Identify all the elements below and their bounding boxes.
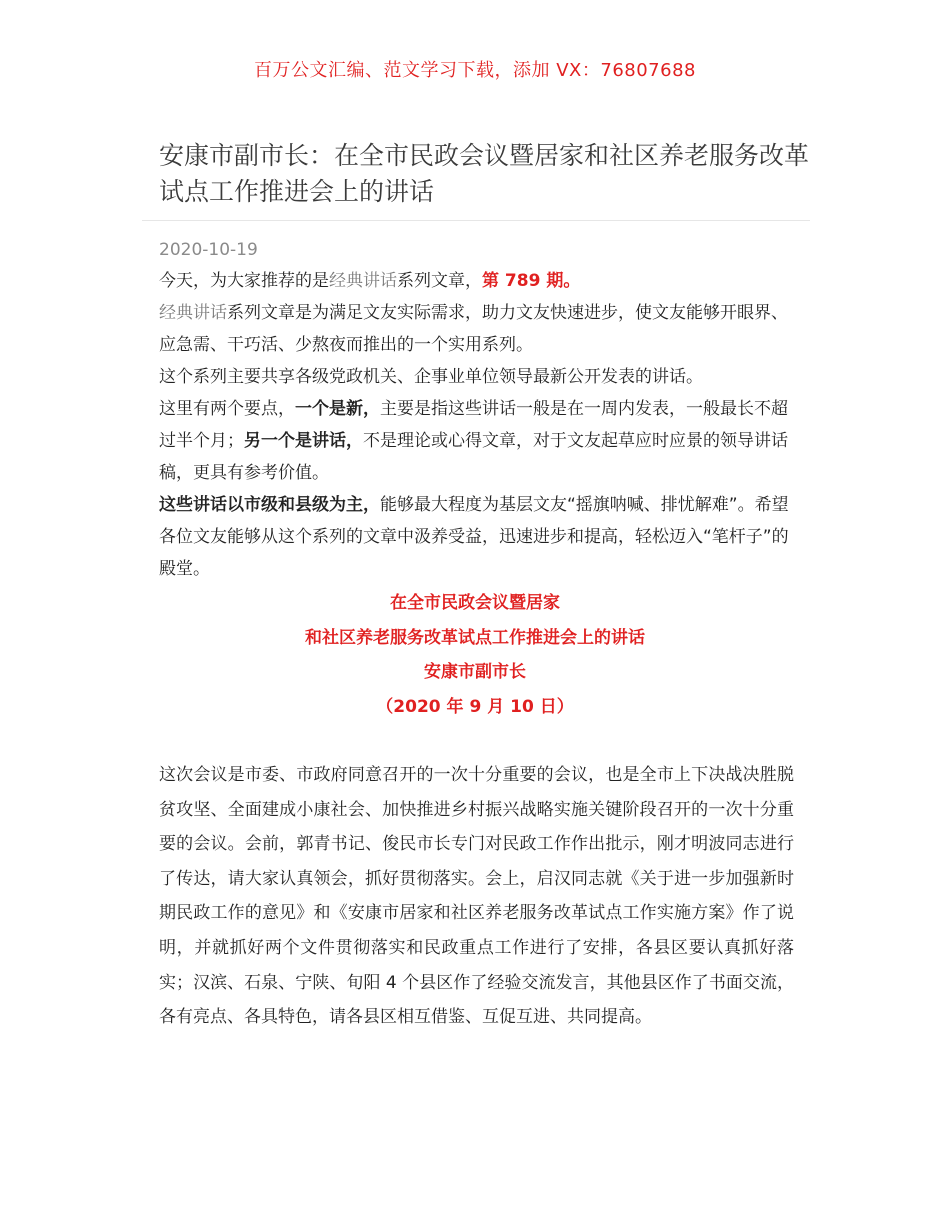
title-divider	[142, 220, 810, 221]
key-point-2: 另一个是讲话，	[244, 431, 363, 451]
speech-date: （2020 年 9 月 10 日）	[376, 696, 574, 717]
intro-paragraph-2	[159, 297, 799, 361]
speech-title-line-2: 和社区养老服务改革试点工作推进会上的讲话	[305, 627, 645, 648]
intro-text: 系列文章，	[397, 271, 482, 291]
issue-number: 第 789 期。	[482, 271, 581, 291]
page-title: 安康市副市长：在全市民政会议暨居家和社区养老服务改革试点工作推进会上的讲话	[159, 141, 810, 206]
speech-body-paragraph: 这次会议是市委、市政府同意召开的一次十分重要的会议，也是全市上下决战决胜脱贫攻坚、全面建成小康社会、加快推进乡村振兴战略实施关键阶段召开的一次十分重要的会议。会前，郭青书记、俊民市长专门对民政工作作出批示，刚才明波同志进行了传达，请大家认真领会，抓好贯彻落实。会上，启汉同志就《关于进一步加强新时期民政工作的意见》和《安康市居家和社区养老服务改革试点工作实施方案》作了说明，并就抓好两个文件贯彻落实和民政重点工作进行了安排，各县区要认真抓好落实；汉滨、石泉、宁陕、旬阳 4 个县区作了经验交流发言，其他县区作了书面交流，各有亮点、各具特色，请各县区相互借鉴、互促互进、共同提高。	[159, 765, 794, 1028]
intro-section	[159, 265, 799, 585]
key-point-3: 这些讲话以市级和县级为主，	[159, 495, 380, 515]
intro-text: 这里有两个要点，	[159, 399, 295, 419]
speech-title-line-1: 在全市民政会议暨居家	[390, 593, 560, 613]
intro-text: 今天，为大家推荐的是	[159, 271, 329, 291]
intro-paragraph-3: 这个系列主要共享各级党政机关、企事业单位领导最新公开发表的讲话。	[159, 367, 703, 387]
intro-paragraph-5	[159, 489, 799, 585]
speech-header	[159, 586, 791, 724]
promo-banner: 百万公文汇编、范文学习下载，添加 VX：76807688	[254, 60, 696, 81]
intro-paragraph-4	[159, 393, 799, 489]
speaker-title: 安康市副市长	[424, 662, 526, 682]
key-point-1: 一个是新，	[295, 399, 380, 419]
publish-date: 2020-10-19	[159, 240, 258, 260]
series-name: 经典讲话	[329, 271, 397, 291]
series-name: 经典讲话	[159, 303, 227, 323]
intro-text: 主要是指这些讲话一般是在一周内发表，一般最长不超过半个月；	[159, 399, 788, 451]
intro-paragraph-1	[159, 265, 799, 297]
intro-text: 系列文章是为满足文友实际需求，助力文友快速进步，使文友能够开眼界、应急需、干巧活、少熬夜而推出的一个实用系列。	[159, 303, 788, 355]
intro-text: 能够最大程度为基层文友“摇旗呐喊、排忧解难”。希望各位文友能够从这个系列的文章中汲养受益，迅速进步和提高，轻松迈入“笔杆子”的殿堂。	[159, 495, 789, 579]
intro-text: 不是理论或心得文章，对于文友起草应时应景的领导讲话稿，更具有参考价值。	[159, 431, 788, 483]
